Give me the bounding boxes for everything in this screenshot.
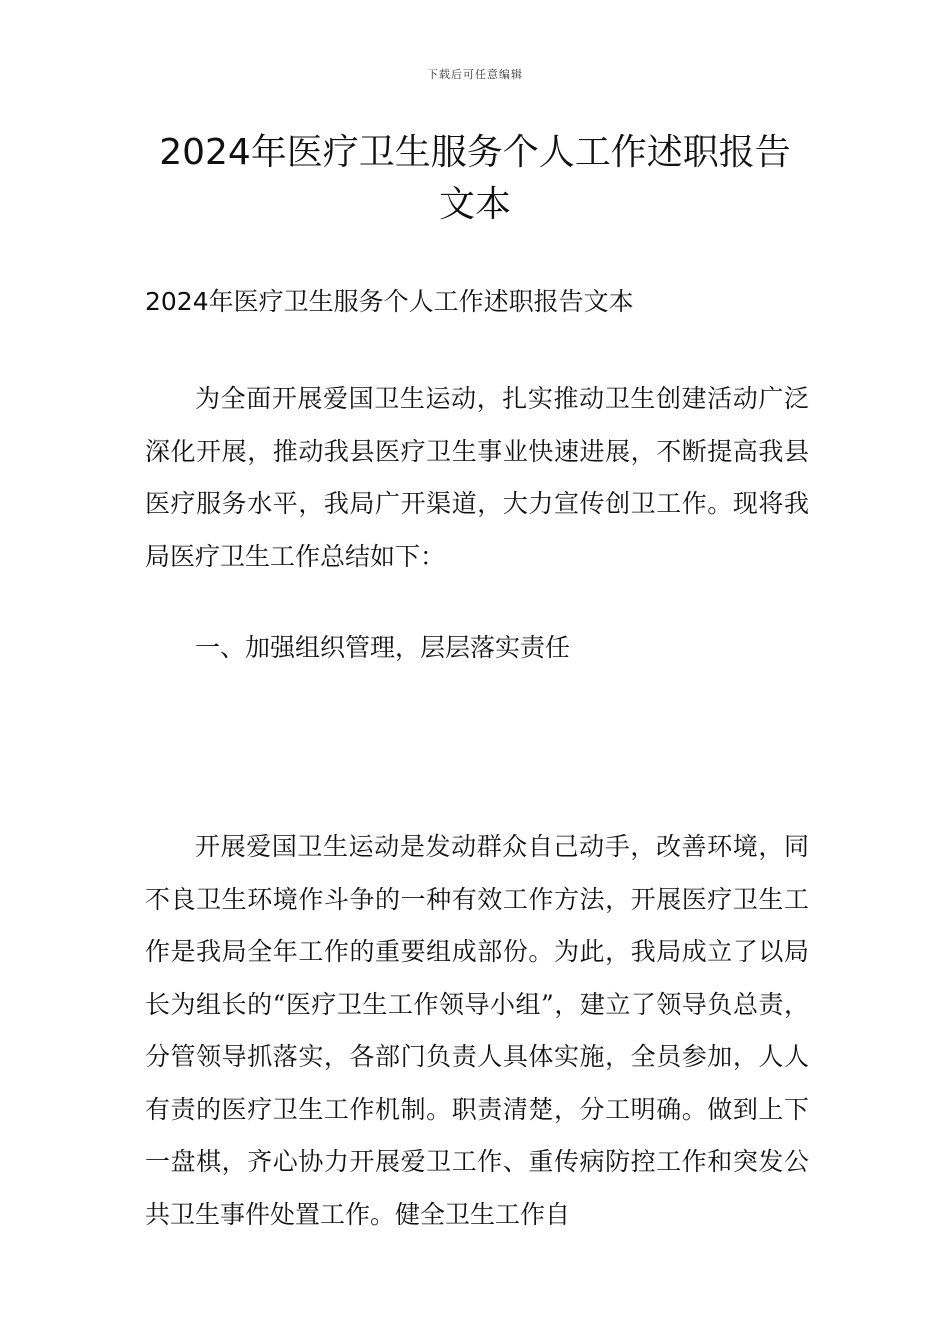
document-subtitle: 2024年医疗卫生服务个人工作述职报告文本 [145,287,634,316]
intro-paragraph: 为全面开展爱国卫生运动，扎实推动卫生创建活动广泛深化开展，推动我县医疗卫生事业快速进展，不断提高我县医疗服务水平，我局广开渠道，大力宣传创卫工作。现将我局医疗卫生工作总结如下： [145,384,809,571]
header-note: 下载后可任意编辑 [427,68,523,81]
document-title: 2024年医疗卫生服务个人工作述职报告文本 [159,132,791,225]
body-paragraph: 开展爱国卫生运动是发动群众自己动手，改善环境，同不良卫生环境作斗争的一种有效工作方法，开展医疗卫生工作是我局全年工作的重要组成部份。为此，我局成立了以局长为组长的“医疗卫生工作领导小组”，建立了领导负总责，分管领导抓落实，各部门负责人具体实施，全员参加，人人有责的医疗卫生工作机制。职责清楚，分工明确。做到上下一盘棋，齐心协力开展爱卫工作、重传病防控工作和突发公共卫生事件处置工作。健全卫生工作自 [145,832,809,1229]
section-heading: 一、加强组织管理，层层落实责任 [195,633,571,662]
